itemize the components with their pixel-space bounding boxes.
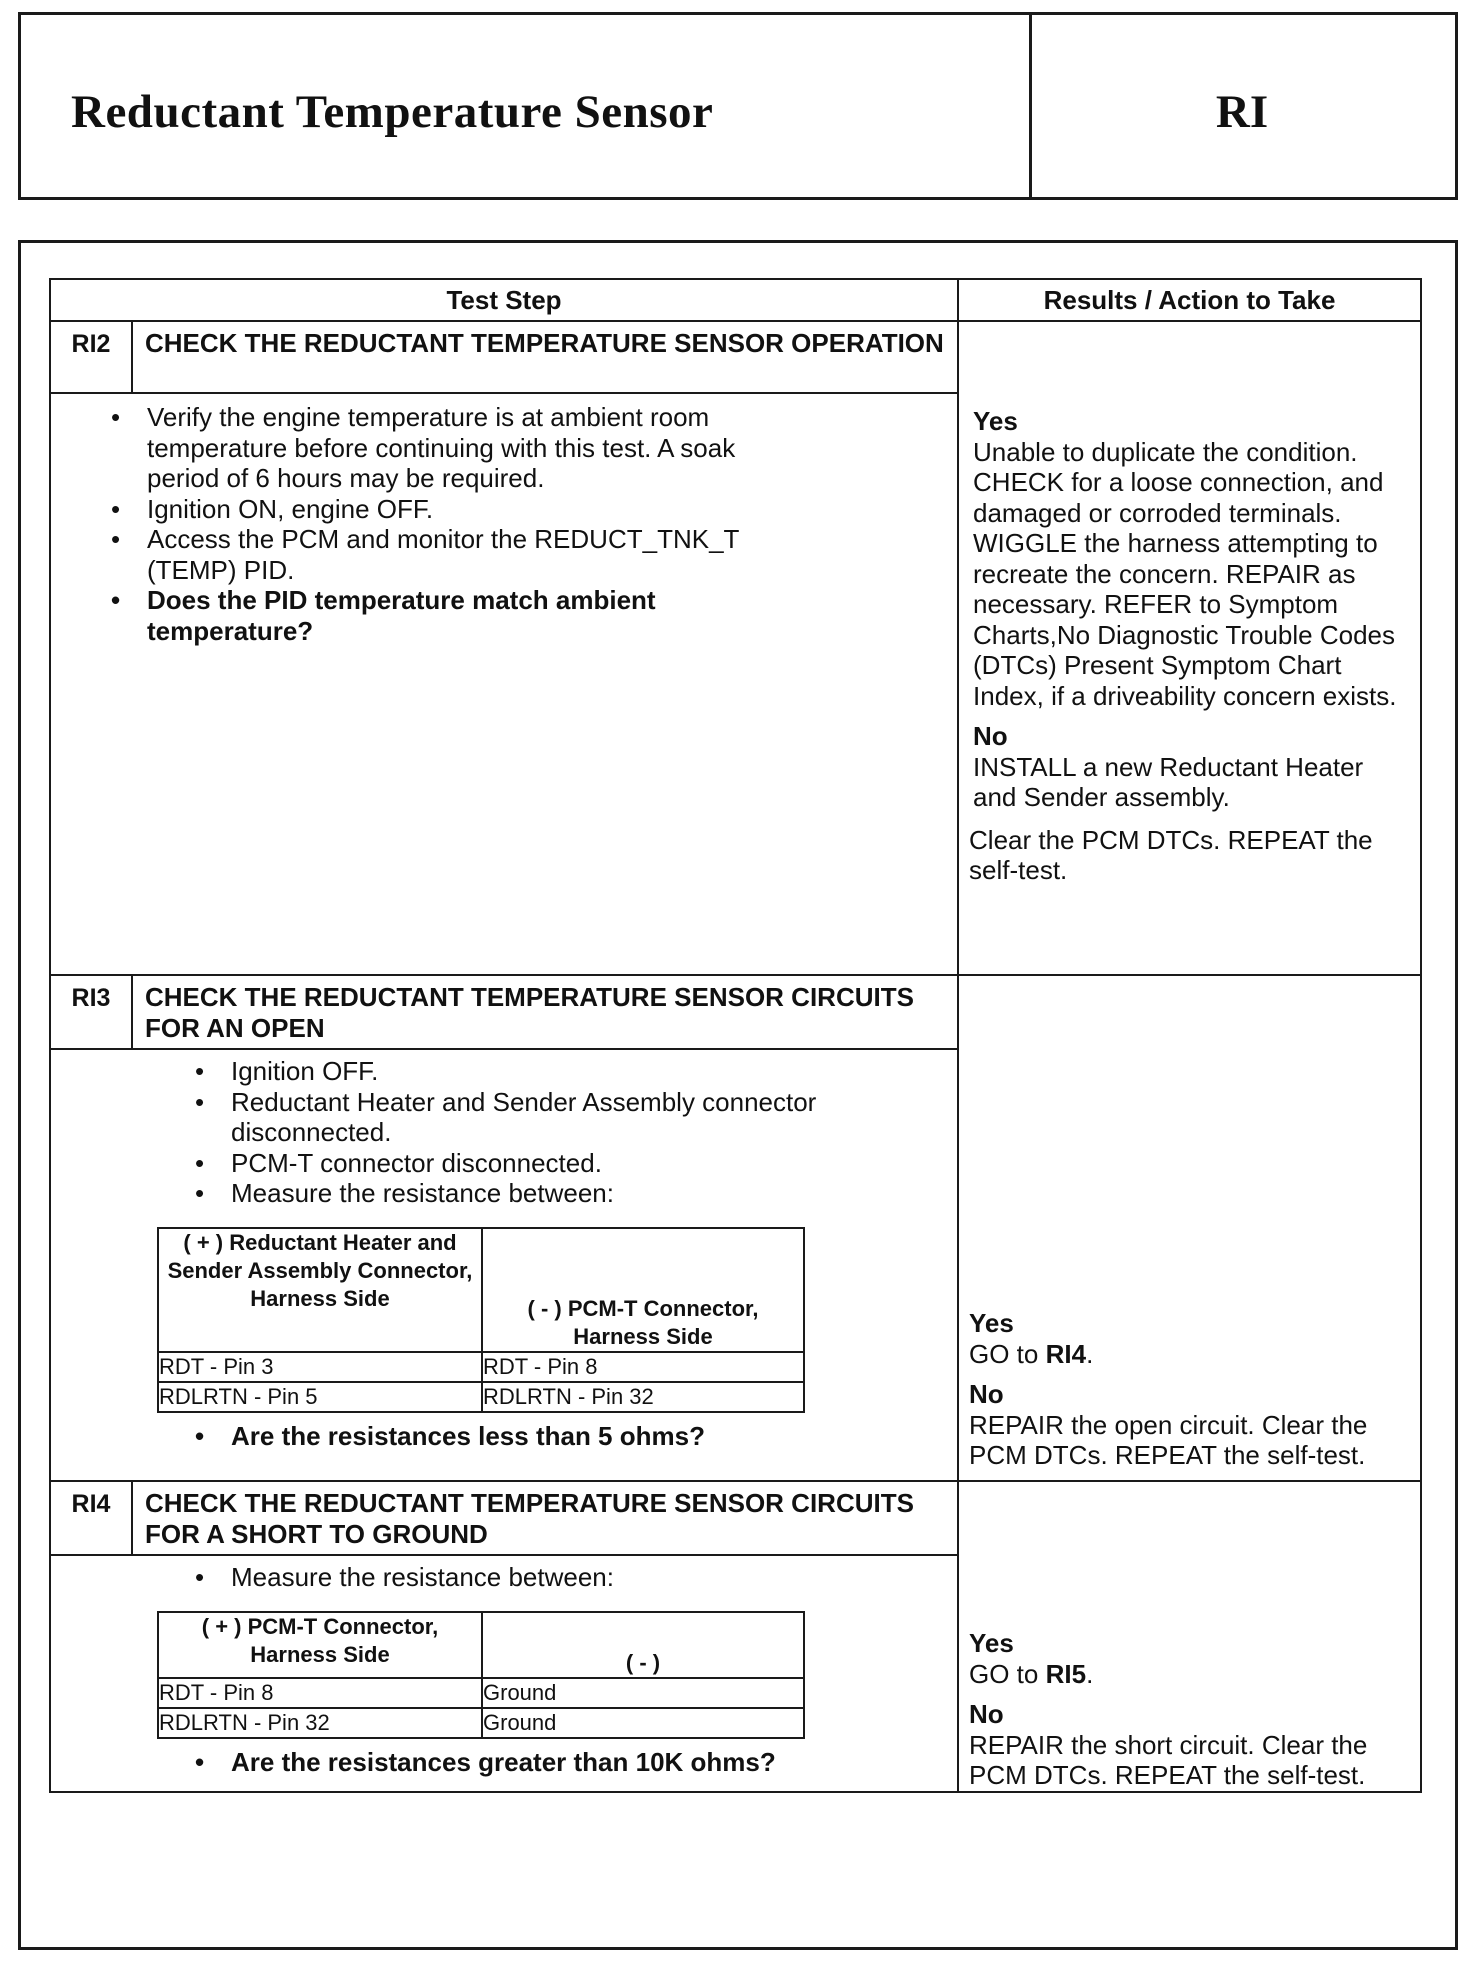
test-step-table xyxy=(49,278,1422,1793)
bullet: • Verify the engine temperature is at ambient room temperature before continuing with this test. A soak period of 6 hours may be required. xyxy=(111,402,801,494)
bullet: • Ignition OFF. xyxy=(195,1056,885,1087)
bullet: • Measure the resistance between: xyxy=(195,1562,957,1593)
table-cell: RDLRTN - Pin 5 xyxy=(158,1382,482,1412)
step-content xyxy=(50,1049,958,1481)
step-title: CHECK THE REDUCTANT TEMPERATURE SENSOR OPERATION xyxy=(132,321,958,393)
no-action: REPAIR the open circuit. Clear the PCM DTCs. REPEAT the self-test. xyxy=(969,1409,1368,1470)
table-cell: Ground xyxy=(482,1708,804,1738)
yes-action-end: . xyxy=(1086,1338,1094,1369)
yes-label: Yes xyxy=(969,1308,1014,1338)
bullet: • Measure the resistance between: xyxy=(195,1178,885,1209)
col-header-results: Results / Action to Take xyxy=(958,279,1421,321)
resistance-col-positive: ( + ) PCM-T Connector, Harness Side xyxy=(158,1612,482,1678)
no-action: REPAIR the short circuit. Clear the PCM DTCs. REPEAT the self-test. xyxy=(969,1729,1368,1790)
yes-action xyxy=(969,1659,1410,1690)
step-id: RI2 xyxy=(50,321,132,393)
resistance-table xyxy=(157,1227,805,1413)
section-code: RI xyxy=(1215,86,1269,138)
step-content xyxy=(50,1555,958,1791)
yes-action xyxy=(969,1339,1410,1370)
page-title: Reductant Temperature Sensor xyxy=(71,86,714,138)
yes-action-text: GO to xyxy=(969,1338,1046,1369)
table-cell: RDT - Pin 8 xyxy=(482,1352,804,1382)
yes-label: Yes xyxy=(969,1628,1014,1658)
yes-action-end: . xyxy=(1086,1658,1094,1689)
step-id: RI3 xyxy=(50,975,132,1049)
extra-action: Clear the PCM DTCs. REPEAT the self-test. xyxy=(969,824,1373,885)
no-label: No xyxy=(969,1379,1004,1409)
resistance-table xyxy=(157,1611,805,1739)
no-label: No xyxy=(973,721,1008,751)
no-action: INSTALL a new Reductant Heater and Sender assembly. xyxy=(973,751,1364,812)
next-step-ref: RI4 xyxy=(1045,1338,1087,1369)
bullet: • Reductant Heater and Sender Assembly connector disconnected. xyxy=(195,1087,885,1148)
question: • Are the resistances greater than 10K ohms? xyxy=(195,1747,957,1778)
resistance-col-negative: ( - ) xyxy=(482,1612,804,1678)
no-label: No xyxy=(969,1699,1004,1729)
question: • Does the PID temperature match ambient temperature? xyxy=(111,585,801,646)
step-content xyxy=(50,393,958,975)
resistance-col-negative: ( - ) PCM-T Connector, Harness Side xyxy=(482,1228,804,1352)
table-cell: Ground xyxy=(482,1678,804,1708)
yes-label: Yes xyxy=(973,406,1018,436)
col-header-test-step: Test Step xyxy=(50,279,958,321)
bullet: • PCM-T connector disconnected. xyxy=(195,1148,885,1179)
step-title: CHECK THE REDUCTANT TEMPERATURE SENSOR CIRCUITS FOR A SHORT TO GROUND xyxy=(132,1481,958,1555)
bullet: • Access the PCM and monitor the REDUCT_TNK_T (TEMP) PID. xyxy=(111,524,801,585)
table-cell: RDT - Pin 8 xyxy=(158,1678,482,1708)
next-step-ref: RI5 xyxy=(1045,1658,1087,1689)
yes-action-text: GO to xyxy=(969,1658,1046,1689)
question: • Are the resistances less than 5 ohms? xyxy=(195,1421,957,1452)
table-cell: RDLRTN - Pin 32 xyxy=(158,1708,482,1738)
resistance-col-positive: ( + ) Reductant Heater and Sender Assembly Connector, Harness Side xyxy=(158,1228,482,1352)
table-cell: RDLRTN - Pin 32 xyxy=(482,1382,804,1412)
step-results xyxy=(958,975,1421,1481)
step-title: CHECK THE REDUCTANT TEMPERATURE SENSOR CIRCUITS FOR AN OPEN xyxy=(132,975,958,1049)
step-id: RI4 xyxy=(50,1481,132,1555)
step-results xyxy=(958,321,1421,975)
bullet: • Ignition ON, engine OFF. xyxy=(111,494,801,525)
step-results xyxy=(958,1481,1421,1792)
table-cell: RDT - Pin 3 xyxy=(158,1352,482,1382)
header-box xyxy=(18,12,1458,200)
yes-action: Unable to duplicate the condition. CHECK for a loose connection, and damaged or corroded terminals. WIGGLE the harness attempting to recreate the concern. REPAIR as necessary. REFER to Symptom Charts,No Diagnostic Trouble Codes (DTCs) Present Symptom Chart Index, if a driveability concern exists. xyxy=(973,436,1397,711)
